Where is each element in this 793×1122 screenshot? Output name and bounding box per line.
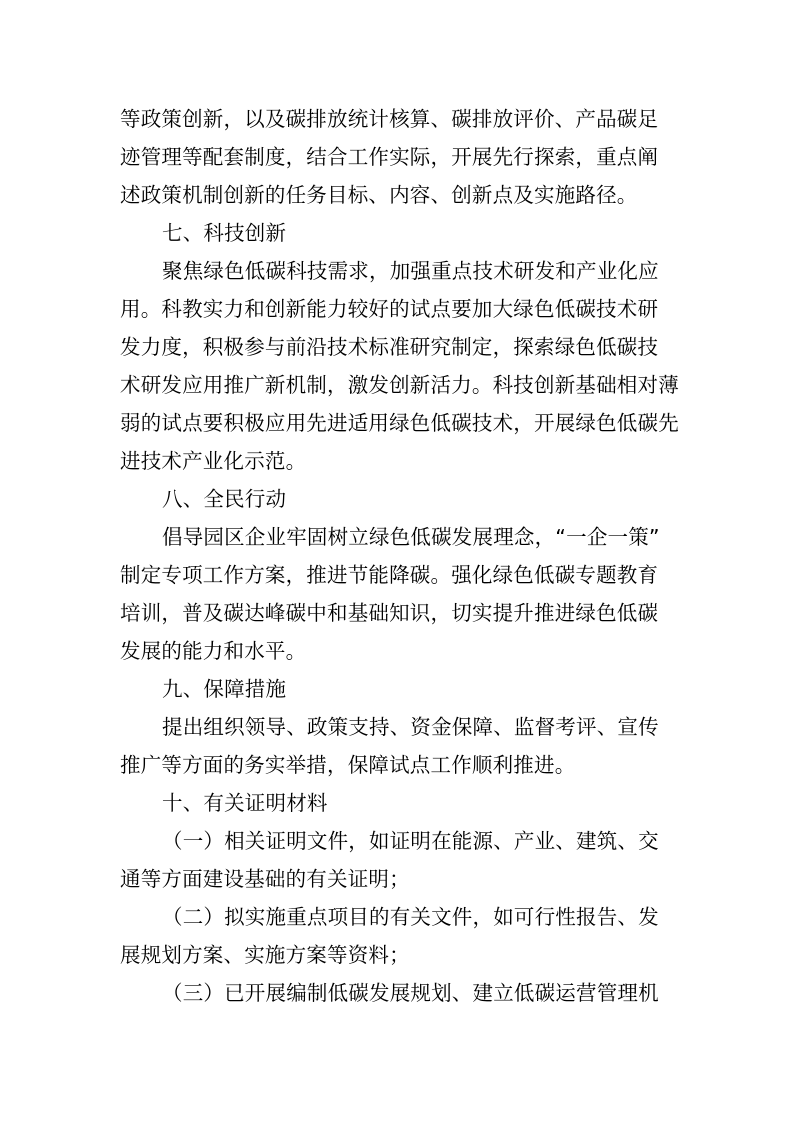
list-item-line: 通等方面建设基础的有关证明； (120, 867, 410, 891)
body-text-line: 发展的能力和水平。 (120, 639, 307, 663)
body-text-line: 用。科教实力和创新能力较好的试点要加大绿色低碳技术研 (120, 297, 659, 321)
body-text-line: 等政策创新，以及碳排放统计核算、碳排放评价、产品碳足 (120, 107, 659, 131)
body-text-line: 倡导园区企业牢固树立绿色低碳发展理念，“一企一策” (162, 525, 660, 549)
body-text-line: 提出组织领导、政策支持、资金保障、监督考评、宣传 (162, 715, 659, 739)
section-heading: 七、科技创新 (162, 221, 287, 245)
list-item-line: （一）相关证明文件，如证明在能源、产业、建筑、交 (162, 829, 659, 853)
body-text-line: 弱的试点要积极应用先进适用绿色低碳技术，开展绿色低碳先 (120, 411, 679, 435)
section-heading: 八、全民行动 (162, 487, 287, 511)
list-item-line: （三）已开展编制低碳发展规划、建立低碳运营管理机 (162, 981, 659, 1005)
body-text-line: 述政策机制创新的任务目标、内容、创新点及实施路径。 (120, 183, 638, 207)
list-item-line: （二）拟实施重点项目的有关文件，如可行性报告、发 (162, 905, 659, 929)
body-text-line: 进技术产业化示范。 (120, 449, 307, 473)
section-heading: 十、有关证明材料 (162, 791, 328, 815)
body-text-line: 发力度，积极参与前沿技术标准研究制定，探索绿色低碳技 (120, 335, 659, 359)
list-item-line: 展规划方案、实施方案等资料； (120, 943, 410, 967)
body-text-line: 培训，普及碳达峰碳中和基础知识，切实提升推进绿色低碳 (120, 601, 659, 625)
body-text-line: 迹管理等配套制度，结合工作实际，开展先行探索，重点阐 (120, 145, 659, 169)
body-text-line: 推广等方面的务实举措，保障试点工作顺利推进。 (120, 753, 576, 777)
body-text-line: 术研发应用推广新机制，激发创新活力。科技创新基础相对薄 (120, 373, 679, 397)
section-heading: 九、保障措施 (162, 677, 287, 701)
body-text-line: 聚焦绿色低碳科技需求，加强重点技术研发和产业化应 (162, 259, 659, 283)
body-text-line: 制定专项工作方案，推进节能降碳。强化绿色低碳专题教育 (120, 563, 659, 587)
